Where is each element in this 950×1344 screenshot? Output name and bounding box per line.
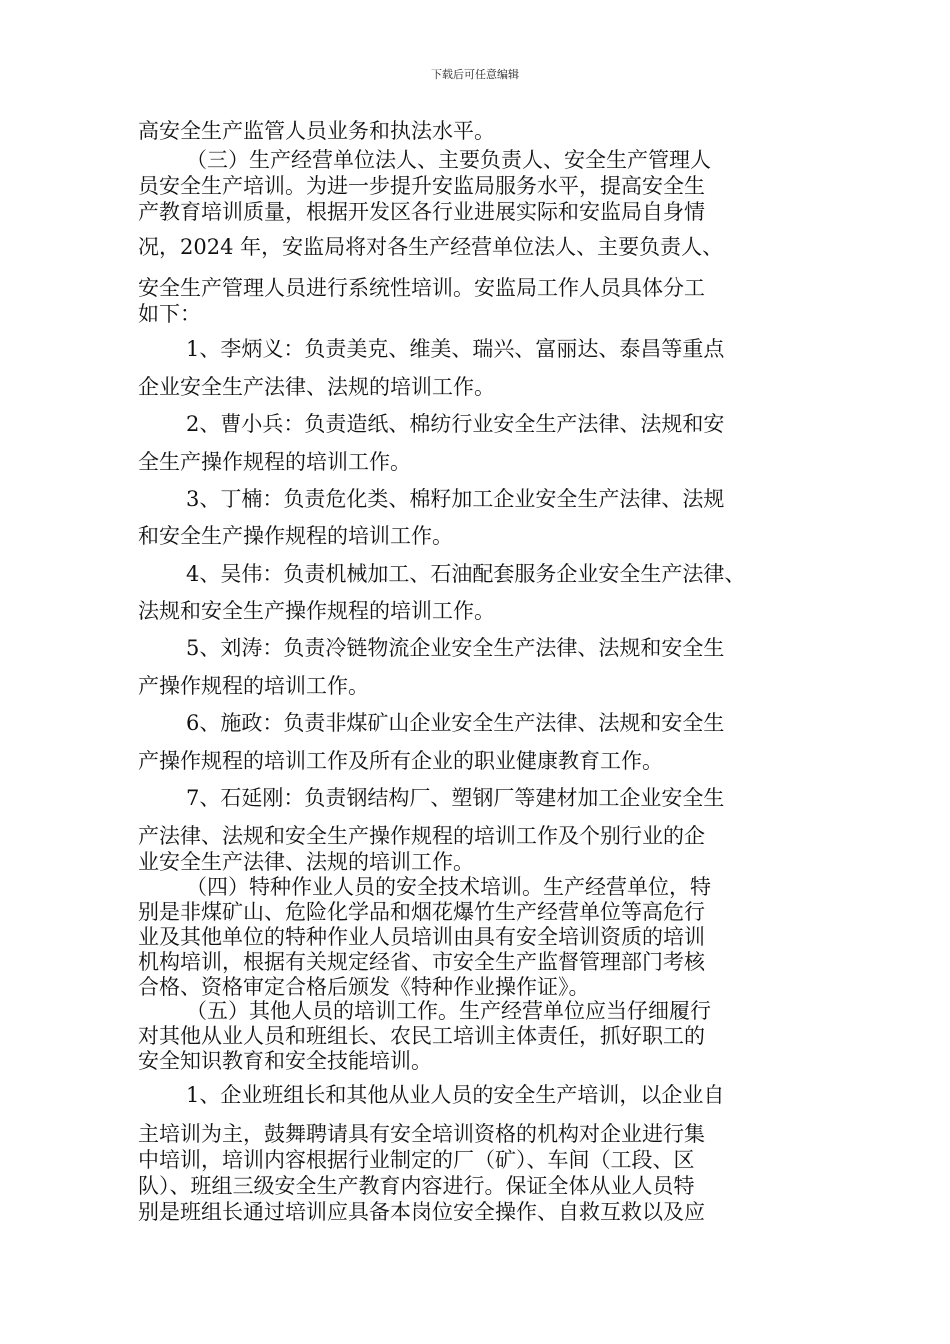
text-line: 4、吴伟：负责机械加工、石油配套服务企业安全生产法律、 (186, 562, 746, 586)
text-line: 2、曹小兵：负责造纸、棉纺行业安全生产法律、法规和安 (186, 412, 725, 436)
text-line: 别是班组长通过培训应具备本岗位安全操作、自救互救以及应 (138, 1200, 705, 1224)
text-line: 产操作规程的培训工作及所有企业的职业健康教育工作。 (138, 749, 663, 773)
text-line: 况，2024 年，安监局将对各生产经营单位法人、主要负责人、 (138, 235, 724, 259)
text-line: 中培训，培训内容根据行业制定的厂（矿）、车间（工段、区 (138, 1148, 695, 1172)
text-line: 业安全生产法律、法规的培训工作。 (138, 850, 474, 874)
text-line: 7、石延刚：负责钢结构厂、塑钢厂等建材加工企业安全生 (186, 786, 725, 810)
text-line: 1、企业班组长和其他从业人员的安全生产培训，以企业自 (186, 1083, 725, 1107)
text-line: （五）其他人员的培训工作。生产经营单位应当仔细履行 (186, 999, 711, 1023)
text-line: 产教育培训质量，根据开发区各行业进展实际和安监局自身情 (138, 200, 705, 224)
text-line: 3、丁楠：负责危化类、棉籽加工企业安全生产法律、法规 (186, 487, 725, 511)
text-line: 产法律、法规和安全生产操作规程的培训工作及个别行业的企 (138, 824, 705, 848)
text-line: 和安全生产操作规程的培训工作。 (138, 524, 453, 548)
text-line: 企业安全生产法律、法规的培训工作。 (138, 375, 495, 399)
text-line: 合格、资格审定合格后颁发《特种作业操作证》。 (138, 975, 590, 999)
text-line: 主培训为主，鼓舞聘请具有安全培训资格的机构对企业进行集 (138, 1122, 705, 1146)
text-line: 机构培训，根据有关规定经省、市安全生产监督管理部门考核 (138, 950, 705, 974)
text-line: 如下： (138, 302, 201, 326)
text-line: 1、李炳义：负责美克、维美、瑞兴、富丽达、泰昌等重点 (186, 337, 725, 361)
text-line: 5、刘涛：负责冷链物流企业安全生产法律、法规和安全生 (186, 636, 725, 660)
text-line: （四）特种作业人员的安全技术培训。生产经营单位，特 (186, 875, 711, 899)
text-line: 队）、班组三级安全生产教育内容进行。保证全体从业人员特 (138, 1174, 695, 1198)
text-line: 6、施政：负责非煤矿山企业安全生产法律、法规和安全生 (186, 711, 725, 735)
text-line: 安全知识教育和安全技能培训。 (138, 1049, 432, 1073)
text-line: 对其他从业人员和班组长、农民工培训主体责任，抓好职工的 (138, 1024, 705, 1048)
text-line: 业及其他单位的特种作业人员培训由具有安全培训资质的培训 (138, 925, 705, 949)
page-header: 下载后可任意编辑 (431, 68, 519, 81)
text-line: 安全生产管理人员进行系统性培训。安监局工作人员具体分工 (138, 276, 705, 300)
text-line: 别是非煤矿山、危险化学品和烟花爆竹生产经营单位等高危行 (138, 900, 705, 924)
text-line: 产操作规程的培训工作。 (138, 674, 369, 698)
text-line: 全生产操作规程的培训工作。 (138, 450, 411, 474)
text-line: 员安全生产培训。为进一步提升安监局服务水平，提高安全生 (138, 174, 705, 198)
text-line: （三）生产经营单位法人、主要负责人、安全生产管理人 (186, 148, 711, 172)
text-line: 法规和安全生产操作规程的培训工作。 (138, 599, 495, 623)
text-line: 高安全生产监管人员业务和执法水平。 (138, 119, 495, 143)
